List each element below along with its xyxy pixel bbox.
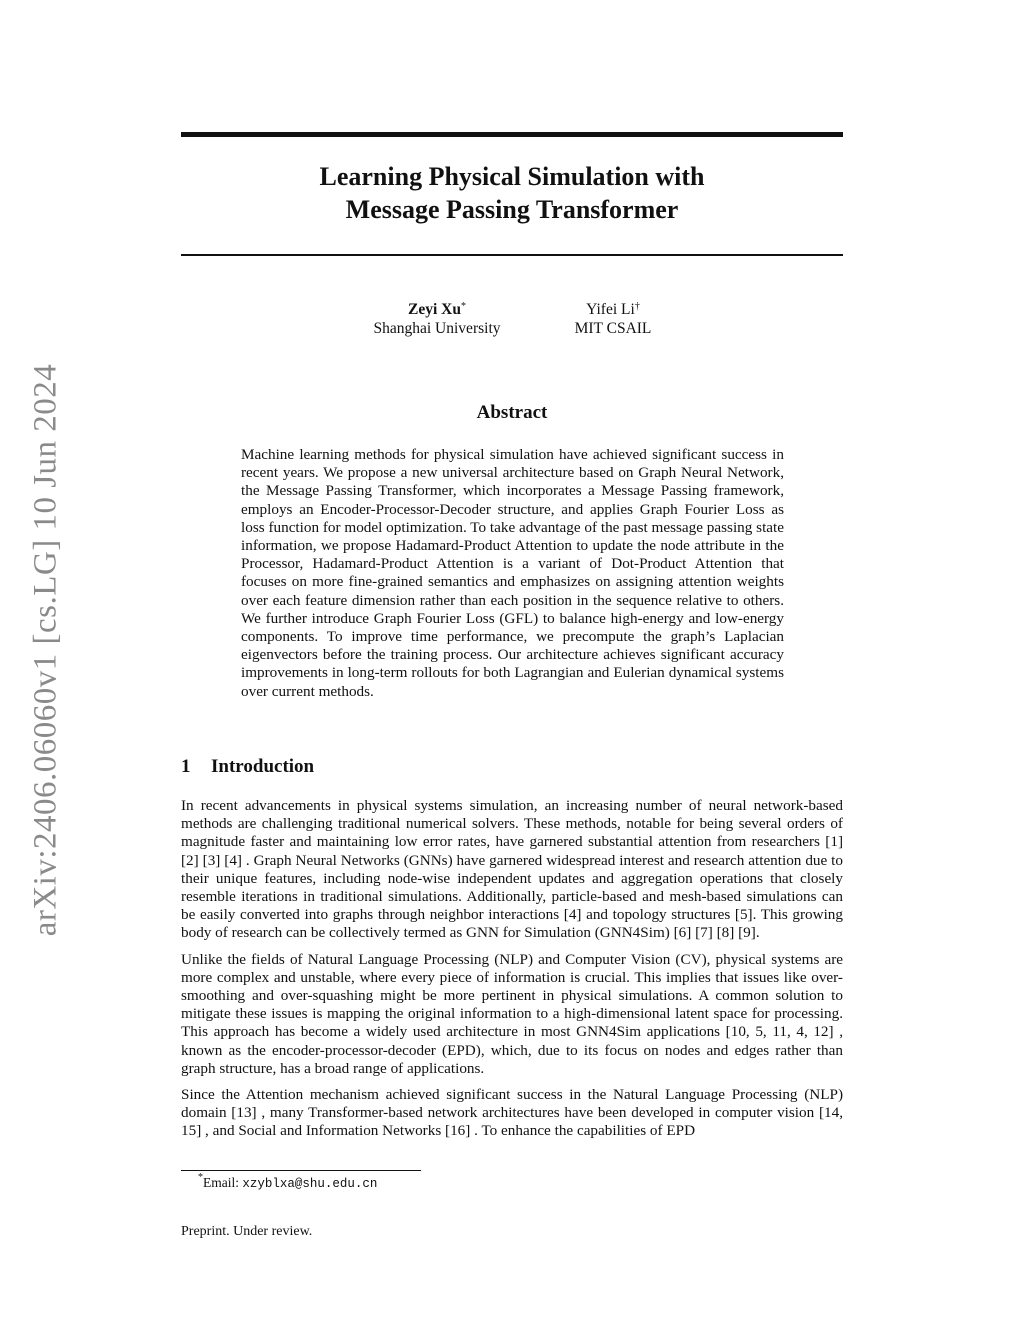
- title-top-rule: [181, 132, 843, 137]
- footnote-mark: *: [198, 1172, 203, 1183]
- arxiv-identifier: arXiv:2406.06060v1 [cs.LG] 10 Jun 2024: [27, 363, 64, 937]
- preprint-note: Preprint. Under review.: [181, 1224, 313, 1239]
- footnote-email: xzyblxa@shu.edu.cn: [242, 1177, 378, 1191]
- abstract-heading: Abstract: [476, 402, 548, 423]
- author-1-affiliation: Shanghai University: [373, 320, 501, 337]
- paragraph-1: In recent advancements in physical systems simulation, an increasing number of neural network-based methods are challenging traditional numerical solvers. These methods, notable for being several orders of magnitude faster and maintaining low error rates, have garnered substantial attention from researchers [1] [2] [3] [4] . Graph Neural Networks (GNNs) have garnered widespread interest and research attention due to their unique features, including node-wise independent updates and aggregation operations that closely resemble iterations in traditional simulations. Additionally, particle-based and mesh-based simulations can be easily converted into graphs through neighbor interactions [4] and topology structures [5]. This growing body of research can be collectively termed as GNN for Simulation (GNN4Sim) [6] [7] [8] [9].: [181, 797, 843, 942]
- author-2-name: Yifei Li: [586, 301, 635, 318]
- paragraph-2: Unlike the fields of Natural Language Processing (NLP) and Computer Vision (CV), physical systems are more complex and unstable, where every piece of information is crucial. This implies that issues like over-smoothing and over-squashing might be more pertinent in physical simulations. A common solution to mitigate these issues is mapping the original information to a high-dimensional latent space for processing. This approach has become a widely used architecture in most GNN4Sim applications [10, 5, 11, 4, 12] , known as the encoder-processor-decoder (EPD), which, due to its focus on nodes and edges rather than graph structure, has a broad range of applications.: [181, 950, 843, 1077]
- introduction-body: [181, 797, 843, 1149]
- section-title: Introduction: [211, 756, 315, 777]
- paragraph-3: Since the Attention mechanism achieved significant success in the Natural Language Processing (NLP) domain [13] , many Transformer-based network architectures have been developed in computer vision [14, 15] , and Social and Information Networks [16] . To enhance the capabilities of EPD: [181, 1086, 843, 1140]
- author-2-footnote-mark: †: [634, 301, 640, 312]
- author-2-affiliation: MIT CSAIL: [574, 320, 652, 337]
- author-1-footnote-mark: *: [460, 301, 466, 312]
- footnote: [198, 1172, 378, 1191]
- abstract-text: Machine learning methods for physical simulation have achieved significant success in recent years. We propose a new universal architecture based on Graph Neural Network, the Message Passing Transformer, which incorporates a Message Passing framework, employs an Encoder-Processor-Decoder structure, and applies Graph Fourier Loss as loss function for model optimization. To take advantage of the past message passing state information, we propose Hadamard-Product Attention to update the node attribute in the Processor, Hadamard-Product Attention is a variant of Dot-Product Attention that focuses on more fine-grained semantics and emphasizes on assigning attention weights over each feature dimension rather than each position in the sequence relative to others. We further introduce Graph Fourier Loss (GFL) to balance high-energy and low-energy components. To improve time performance, we precompute the graph’s Laplacian eigenvectors before the training process. Our architecture achieves significant accuracy improvements in long-term rollouts for both Lagrangian and Eulerian dynamical systems over current methods.: [241, 446, 784, 700]
- title-line-2: Message Passing Transformer: [345, 195, 679, 224]
- section-heading: [181, 756, 314, 778]
- title-bottom-rule: [181, 254, 843, 256]
- footnote-rule: [181, 1170, 421, 1171]
- footnote-label: Email:: [203, 1175, 243, 1190]
- author-1-name: Zeyi Xu: [408, 301, 461, 318]
- title-line-1: Learning Physical Simulation with: [319, 162, 705, 191]
- section-number: 1: [181, 756, 191, 777]
- paper-title: [181, 160, 843, 226]
- author-block: [181, 300, 843, 350]
